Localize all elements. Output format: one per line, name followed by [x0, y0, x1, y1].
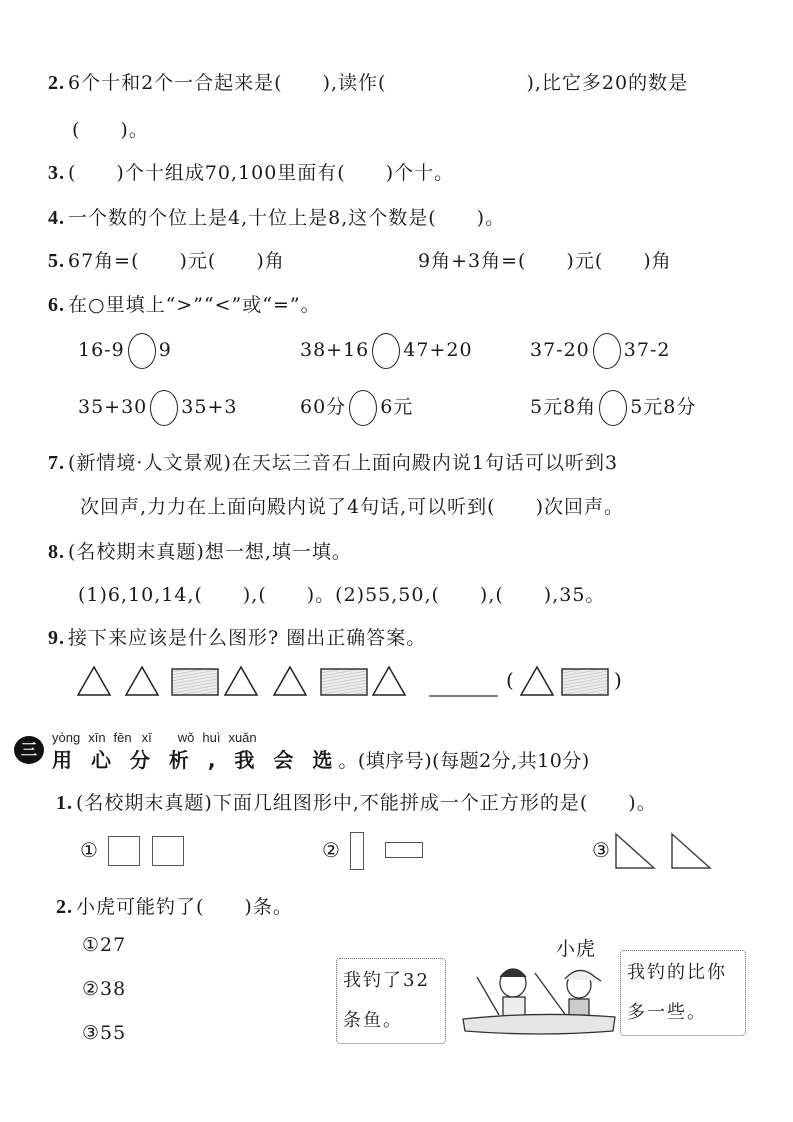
comparison-right: 37-2: [623, 339, 671, 361]
fishing-kids-illustration: [455, 955, 625, 1040]
question-5: [48, 246, 285, 273]
option-1-label: ①: [80, 838, 99, 862]
question-number: 8.: [48, 541, 65, 563]
comparison-2: [300, 333, 473, 369]
choice-2: ②38: [82, 978, 127, 1000]
question-8: [48, 537, 352, 564]
pinyin: wǒ: [177, 730, 195, 745]
question-number: 3.: [48, 162, 65, 184]
section-subtitle: 。(填序号)(每题2分,共10分): [338, 750, 590, 772]
triangle-icon: [521, 667, 553, 695]
triangle-icon: [373, 667, 405, 695]
speech-bubble-left: [336, 958, 446, 1044]
triangle-icon: [225, 667, 257, 695]
question-5-right: 9角+3角=( )元( )角: [418, 250, 672, 272]
comparison-1: [78, 333, 172, 369]
question-text: 一个数的个位上是4,十位上是8,这个数是( )。: [68, 207, 506, 229]
rectangle-icon: [385, 842, 423, 858]
pinyin: huì: [202, 730, 221, 745]
option-3-label: ③: [592, 838, 611, 862]
question-2-line2: ( )。: [72, 119, 149, 141]
pinyin: xī: [141, 730, 152, 745]
question-text-left: 67角=( )元( )角: [68, 250, 285, 272]
question-number: 7.: [48, 452, 65, 474]
bubble-text: 我钓了32: [343, 970, 430, 991]
question-number: 5.: [48, 250, 65, 272]
question-number: 2.: [48, 72, 65, 94]
question-text: 接下来应该是什么图形? 圈出正确答案。: [68, 627, 427, 649]
square-icon: [321, 669, 367, 695]
comparison-right: 47+20: [403, 339, 473, 361]
question-text: (名校期末真题)下面几组图形中,不能拼成一个正方形的是( )。: [76, 792, 657, 814]
section-title-row: [52, 744, 590, 773]
section-badge: 三: [14, 736, 44, 764]
question-7-line2: 次回声,力力在上面向殿内说了4句话,可以听到( )次回声。: [80, 496, 624, 518]
comparison-4: [78, 390, 237, 426]
question-3: [48, 158, 454, 185]
square-icon: [152, 836, 184, 866]
comparison-left: 37-20: [530, 339, 590, 361]
question-number: 2.: [56, 896, 73, 918]
section-title: 用 心 分 析 , 我 会 选: [52, 748, 339, 772]
comparison-right: 5元8分: [630, 396, 697, 418]
boat-icon: [463, 1014, 615, 1034]
pinyin: yòng: [52, 730, 81, 745]
question-number: 4.: [48, 207, 65, 229]
comparison-right: 9: [158, 339, 172, 361]
question-7: [48, 448, 618, 475]
pinyin: xuǎn: [228, 730, 257, 745]
option-square-icon: [562, 669, 608, 695]
question-9: [48, 623, 426, 650]
question-number: 6.: [48, 294, 65, 316]
question-text: 在○里填上“>”“<”或“=”。: [68, 294, 321, 316]
section3-question-1: [56, 788, 657, 815]
pinyin: xīn: [88, 730, 106, 745]
answer-circle[interactable]: [128, 333, 156, 369]
answer-circle[interactable]: [150, 390, 178, 426]
pinyin: fēn: [113, 730, 132, 745]
comparison-5: [300, 390, 413, 426]
question-number: 1.: [56, 792, 73, 814]
right-triangle-icon: [672, 834, 710, 868]
square-icon: [108, 836, 140, 866]
answer-circle[interactable]: [372, 333, 400, 369]
answer-circle[interactable]: [599, 390, 627, 426]
speech-bubble-right: [620, 950, 746, 1036]
comparison-left: 38+16: [300, 339, 370, 361]
comparison-3: [530, 333, 670, 369]
comparison-6: [530, 390, 696, 426]
options-close-paren: ): [614, 668, 623, 692]
option-2-label: ②: [322, 838, 341, 862]
question-4: [48, 203, 505, 230]
comparison-left: 35+30: [78, 396, 148, 418]
bubble-text: 条鱼。: [343, 1010, 403, 1031]
options-open-paren: (: [506, 668, 515, 692]
choice-1: ①27: [82, 934, 127, 956]
question-number: 9.: [48, 627, 65, 649]
section-pinyin: [52, 730, 257, 745]
question-text: 小虎可能钓了( )条。: [76, 896, 293, 918]
right-triangle-icon: [616, 834, 654, 868]
choice-3: ③55: [82, 1022, 127, 1044]
triangle-icon: [78, 667, 110, 695]
question-text: (名校期末真题)想一想,填一填。: [68, 541, 352, 563]
question-8-sequences: (1)6,10,14,( ),( )。(2)55,50,( ),( ),35。: [78, 584, 606, 606]
question-2: [48, 68, 688, 95]
comparison-right: 35+3: [181, 396, 238, 418]
question-text: (新情境·人文景观)在天坛三音石上面向殿内说1句话可以听到3: [68, 452, 619, 474]
question-text: ( )个十组成70,100里面有( )个十。: [68, 162, 455, 184]
shape-pattern: [76, 664, 636, 698]
comparison-left: 60分: [300, 396, 347, 418]
character-name: 小虎: [556, 938, 597, 960]
bubble-text: 多一些。: [627, 1002, 707, 1023]
comparison-left: 5元8角: [530, 396, 597, 418]
comparison-left: 16-9: [78, 339, 125, 361]
rectangle-icon: [350, 832, 364, 870]
square-icon: [172, 669, 218, 695]
section3-question-2: [56, 892, 293, 919]
question-text: 6个十和2个一合起来是( ),读作( ),比它多20的数是: [68, 72, 689, 94]
bubble-text: 我钓的比你: [627, 962, 727, 983]
answer-circle[interactable]: [593, 333, 621, 369]
triangle-icon: [274, 667, 306, 695]
triangle-icon: [126, 667, 158, 695]
answer-circle[interactable]: [349, 390, 377, 426]
fishing-rod-icon: [535, 973, 567, 1017]
fishing-rod-icon: [477, 977, 499, 1015]
comparison-right: 6元: [380, 396, 414, 418]
question-6: [48, 290, 321, 317]
triangles-group: [614, 832, 714, 870]
